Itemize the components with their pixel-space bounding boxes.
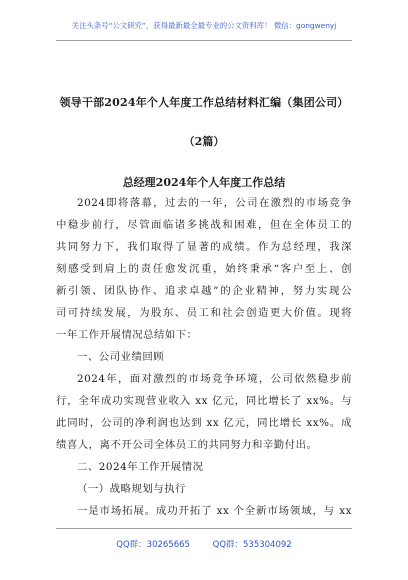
- footer-contact: [0, 538, 408, 550]
- paragraph-line: 新引领、团队协作、追求卓越”的企业精神，努力实现公: [56, 285, 352, 297]
- heading-line: 一、公司业绩回顾: [77, 351, 165, 363]
- body-text: [56, 192, 352, 522]
- header-note: 关注头条号“公文研究”，获得最新最全最专业的公文资料库！ 微信：gongwenyj: [71, 21, 337, 30]
- paragraph-line: 一是市场拓展。成功开拓了 xx 个全新市场领域，与 xx: [77, 505, 352, 517]
- paragraph-line: 一年工作开展情况总结如下：: [56, 329, 198, 341]
- paragraph-line: 共同努力下，我们取得了显著的成绩。作为总经理，我深: [56, 241, 352, 253]
- qq-group-2: QQ群：535304092: [212, 540, 292, 550]
- paragraph-line: 中稳步前行，尽管面临诸多挑战和困难，但在全体员工的: [56, 219, 352, 231]
- heading-line: 二、2024年工作开展情况: [77, 461, 204, 473]
- paragraph-line: 行，全年成功实现营业收入 xx 亿元，同比增长了 xx%。与: [56, 395, 352, 407]
- document-title: 领导干部2024年个人年度工作总结材料汇编（集团公司）: [59, 96, 349, 109]
- header-divider: [56, 40, 352, 41]
- qq-group-1: QQ群：30265665: [116, 540, 190, 550]
- paragraph-line: 绩喜人，离不开公司全体员工的共同努力和辛勤付出。: [56, 439, 318, 451]
- subheading-line: （一）战略规划与执行: [77, 483, 186, 495]
- footer-divider: [56, 528, 352, 529]
- paragraph-line: 2024年，面对激烈的市场竞争环境，公司依然稳步前: [77, 373, 352, 385]
- article-count: （2篇）: [183, 135, 225, 148]
- section-title: 总经理2024年个人年度工作总结: [122, 176, 286, 189]
- paragraph-line: 2024即将落幕，过去的一年，公司在激烈的市场竞争: [77, 197, 352, 209]
- paragraph-line: 此同时，公司的净利润也达到 xx 亿元，同比增长 xx%。成: [56, 417, 352, 429]
- paragraph-line: 司可持续发展，为股东、员工和社会创造更大价值。现将: [56, 307, 352, 319]
- paragraph-line: 刻感受到肩上的责任愈发沉重，始终秉承“客户至上、创: [56, 263, 352, 275]
